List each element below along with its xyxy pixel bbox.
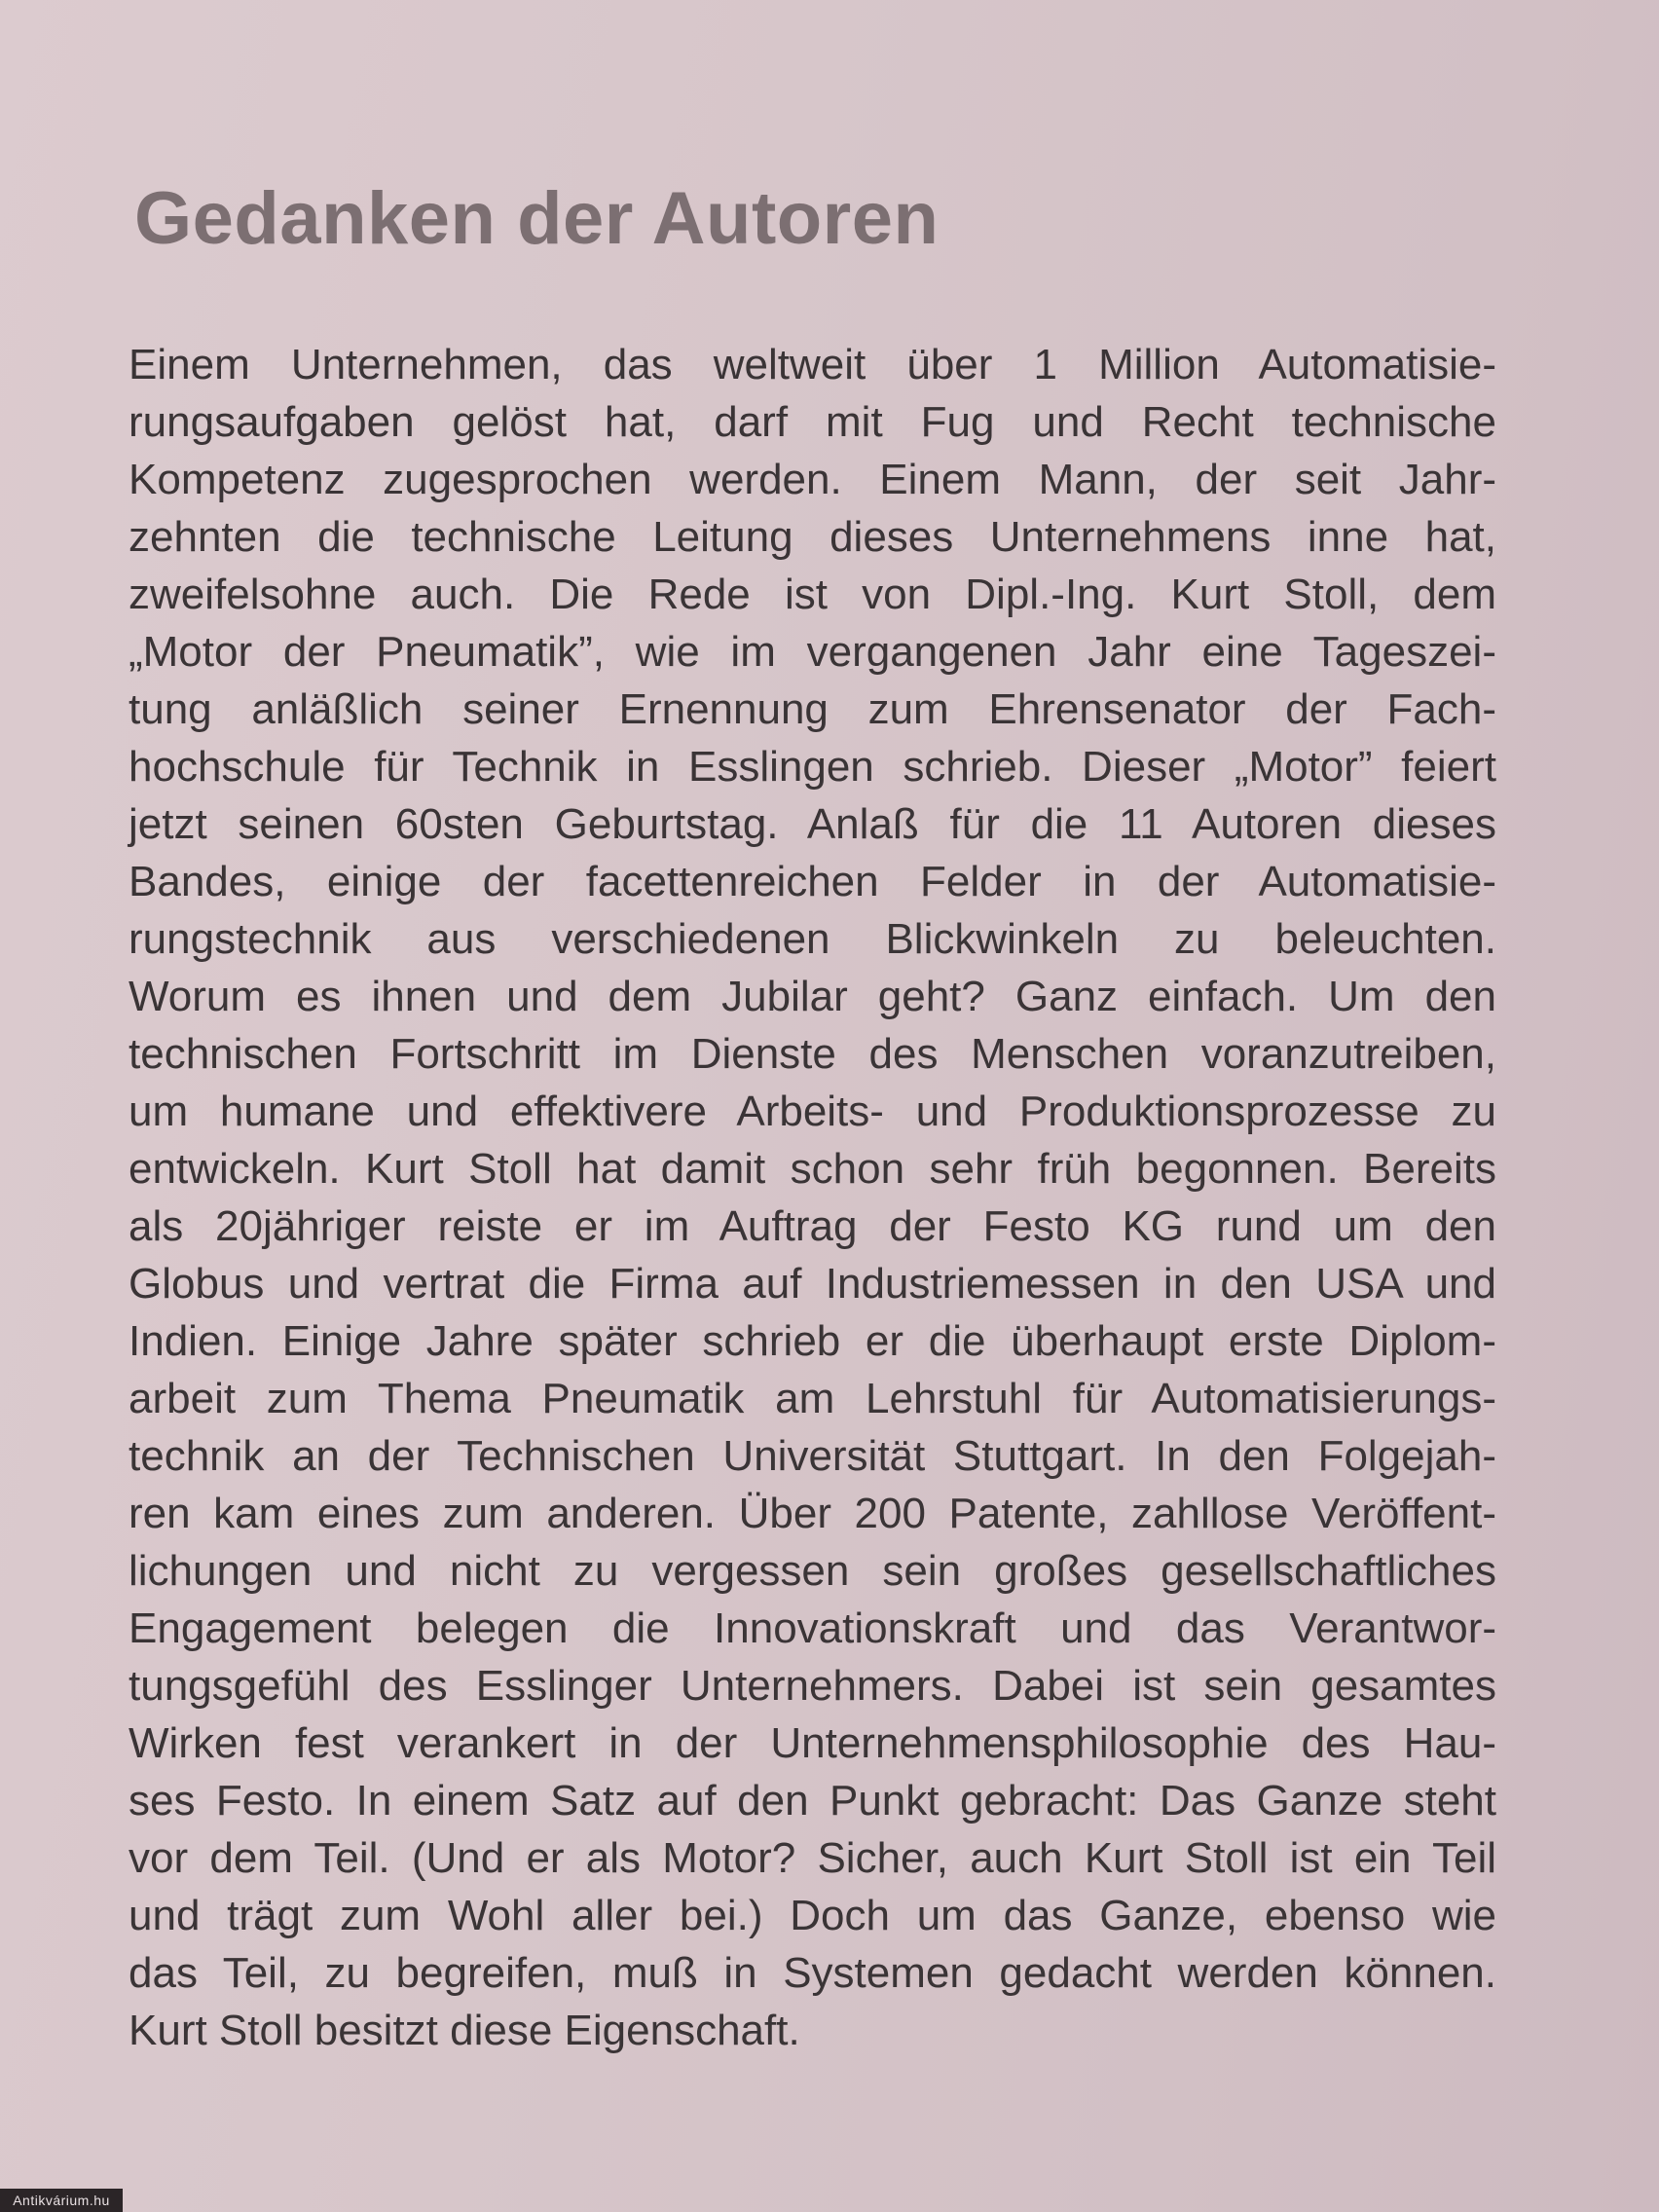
text-line: Kurt Stoll besitzt diese Eigenschaft.	[129, 2007, 800, 2054]
text-line: tung anläßlich seiner Ernennung zum Ehrensenator der Fach-	[129, 685, 1496, 733]
text-line: tungsgefühl des Esslinger Unternehmers. Dabei ist sein gesamtes	[129, 1662, 1496, 1710]
text-line: um humane und effektivere Arbeits- und Produktionsprozesse zu	[129, 1088, 1496, 1135]
text-line: das Teil, zu begreifen, muß in Systemen gedacht werden können.	[129, 1949, 1496, 1997]
text-line: Bandes, einige der facettenreichen Felder in der Automatisie-	[129, 858, 1496, 905]
text-line: hochschule für Technik in Esslingen schrieb. Dieser „Motor” feiert	[129, 743, 1496, 791]
page-title: Gedanken der Autoren	[134, 177, 940, 260]
text-line: vor dem Teil. (Und er als Motor? Sicher, auch Kurt Stoll ist ein Teil	[129, 1834, 1496, 1882]
text-line: als 20jähriger reiste er im Auftrag der Festo KG rund um den	[129, 1202, 1496, 1250]
text-line: rungsaufgaben gelöst hat, darf mit Fug und Recht technische	[129, 398, 1496, 446]
text-line: jetzt seinen 60sten Geburtstag. Anlaß für die 11 Autoren dieses	[129, 800, 1496, 848]
text-line: arbeit zum Thema Pneumatik am Lehrstuhl für Automatisierungs-	[129, 1375, 1496, 1422]
text-line: lichungen und nicht zu vergessen sein großes gesellschaftliches	[129, 1547, 1496, 1595]
text-line: technischen Fortschritt im Dienste des Menschen voranzutreiben,	[129, 1030, 1496, 1078]
text-line: „Motor der Pneumatik”, wie im vergangenen Jahr eine Tageszei-	[129, 628, 1496, 676]
text-line: rungstechnik aus verschiedenen Blickwinkeln zu beleuchten.	[129, 915, 1496, 963]
text-line: Wirken fest verankert in der Unternehmensphilosophie des Hau-	[129, 1719, 1496, 1767]
text-line: technik an der Technischen Universität Stuttgart. In den Folgejah-	[129, 1432, 1496, 1480]
text-line: zehnten die technische Leitung dieses Unternehmens inne hat,	[129, 513, 1496, 561]
text-line: Einem Unternehmen, das weltweit über 1 Million Automatisie-	[129, 341, 1496, 388]
text-line: Globus und vertrat die Firma auf Industriemessen in den USA und	[129, 1260, 1496, 1308]
text-line: zweifelsohne auch. Die Rede ist von Dipl.-Ing. Kurt Stoll, dem	[129, 571, 1496, 618]
text-line: Worum es ihnen und dem Jubilar geht? Ganz einfach. Um den	[129, 973, 1496, 1020]
watermark: Antikvárium.hu	[0, 2189, 123, 2212]
body-paragraph	[129, 336, 1496, 2059]
text-line: Engagement belegen die Innovationskraft und das Verantwor-	[129, 1604, 1496, 1652]
text-line: ses Festo. In einem Satz auf den Punkt gebracht: Das Ganze steht	[129, 1777, 1496, 1825]
text-line: entwickeln. Kurt Stoll hat damit schon sehr früh begonnen. Bereits	[129, 1145, 1496, 1193]
text-line: ren kam eines zum anderen. Über 200 Patente, zahllose Veröffent-	[129, 1490, 1496, 1537]
text-line: und trägt zum Wohl aller bei.) Doch um das Ganze, ebenso wie	[129, 1892, 1496, 1939]
text-line: Indien. Einige Jahre später schrieb er die überhaupt erste Diplom-	[129, 1317, 1496, 1365]
text-line: Kompetenz zugesprochen werden. Einem Mann, der seit Jahr-	[129, 456, 1496, 503]
